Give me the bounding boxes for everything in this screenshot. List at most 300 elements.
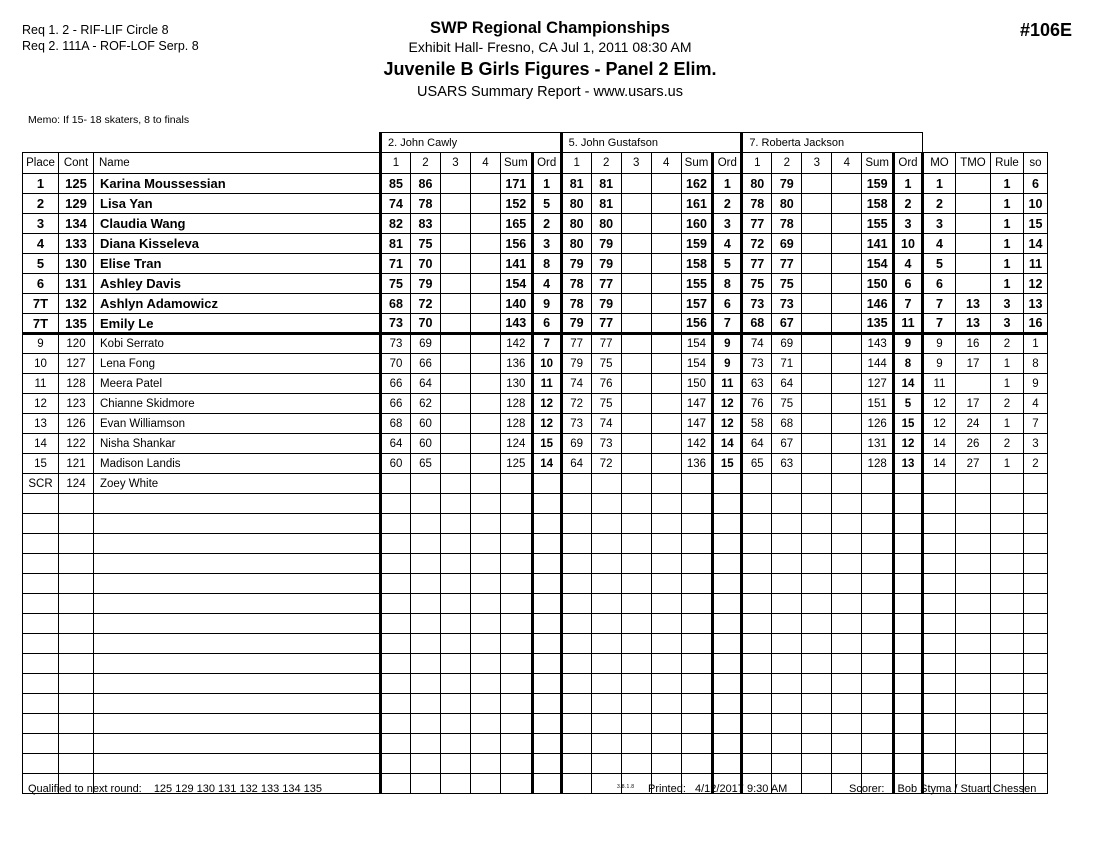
cell-j3-sum: 155 xyxy=(862,214,894,234)
cell-so xyxy=(1023,574,1047,594)
cell-cont: 132 xyxy=(59,294,94,314)
cell-j3-ord: 4 xyxy=(893,254,922,274)
cell-j3-f2 xyxy=(772,694,802,714)
cell-j2-f2: 79 xyxy=(591,254,621,274)
cell-mo xyxy=(922,734,955,754)
cell-j1-f2 xyxy=(411,674,441,694)
cell-j3-sum xyxy=(862,494,894,514)
cell-j3-ord: 13 xyxy=(893,454,922,474)
event-number: #106E xyxy=(1019,20,1072,40)
cell-j3-sum xyxy=(862,594,894,614)
cell-j1-f3 xyxy=(441,474,471,494)
cell-j2-ord xyxy=(713,734,742,754)
cell-j1-f3 xyxy=(441,694,471,714)
table-row xyxy=(23,374,1048,394)
cell-rule xyxy=(990,734,1023,754)
cell-j3-ord: 5 xyxy=(893,394,922,414)
cell-name: Nisha Shankar xyxy=(94,434,381,454)
cell-j2-f4 xyxy=(651,594,681,614)
cell-j1-ord: 2 xyxy=(532,214,561,234)
cell-j1-f4 xyxy=(471,614,501,634)
cell-j3-f4 xyxy=(832,334,862,354)
cell-j1-f2 xyxy=(411,534,441,554)
cell-rule xyxy=(990,594,1023,614)
cell-j2-f2 xyxy=(591,714,621,734)
cell-name: Elise Tran xyxy=(94,254,381,274)
cell-j3-ord xyxy=(893,494,922,514)
cell-j3-f2 xyxy=(772,754,802,774)
cell-j3-f3 xyxy=(802,414,832,434)
cell-cont xyxy=(59,754,94,774)
header-j1-f1: 1 xyxy=(381,153,411,174)
cell-j2-f4 xyxy=(651,194,681,214)
cell-j1-f1: 70 xyxy=(381,354,411,374)
cell-j1-f1: 81 xyxy=(381,234,411,254)
cell-cont: 125 xyxy=(59,174,94,194)
requirement-line-1: Req 1. 2 - RIF-LIF Circle 8 xyxy=(22,23,169,37)
cell-name xyxy=(94,714,381,734)
cell-j1-f2: 75 xyxy=(411,234,441,254)
cell-j3-f1 xyxy=(742,714,772,734)
cell-j1-f3 xyxy=(441,214,471,234)
cell-place xyxy=(23,654,59,674)
cell-j3-ord xyxy=(893,714,922,734)
cell-j3-sum: 154 xyxy=(862,254,894,274)
cell-j2-f2: 77 xyxy=(591,334,621,354)
cell-j3-f2: 73 xyxy=(772,294,802,314)
cell-j3-ord: 9 xyxy=(893,334,922,354)
cell-j3-f3 xyxy=(802,374,832,394)
cell-mo: 3 xyxy=(922,214,955,234)
cell-cont: 131 xyxy=(59,274,94,294)
cell-j2-f2 xyxy=(591,474,621,494)
cell-mo: 1 xyxy=(922,174,955,194)
cell-j2-f3 xyxy=(621,674,651,694)
cell-rule: 1 xyxy=(990,214,1023,234)
cell-j1-ord xyxy=(532,534,561,554)
cell-j2-f3 xyxy=(621,694,651,714)
cell-j1-f1 xyxy=(381,674,411,694)
cell-place: SCR xyxy=(23,474,59,494)
cell-j3-sum: 127 xyxy=(862,374,894,394)
cell-j1-ord xyxy=(532,494,561,514)
cell-j3-f3 xyxy=(802,514,832,534)
cell-so xyxy=(1023,594,1047,614)
cell-so: 7 xyxy=(1023,414,1047,434)
cell-j2-ord: 12 xyxy=(713,394,742,414)
table-row xyxy=(23,234,1048,254)
cell-j3-ord: 1 xyxy=(893,174,922,194)
header-j1-f4: 4 xyxy=(471,153,501,174)
cell-j2-f4 xyxy=(651,434,681,454)
cell-j2-sum: 156 xyxy=(681,314,713,334)
cell-j1-f4 xyxy=(471,714,501,734)
cell-j3-ord: 6 xyxy=(893,274,922,294)
cell-so: 4 xyxy=(1023,394,1047,414)
cell-j1-f2: 78 xyxy=(411,194,441,214)
cell-tmo xyxy=(955,674,990,694)
cell-j3-f3 xyxy=(802,574,832,594)
cell-j2-f3 xyxy=(621,654,651,674)
cell-j1-f4 xyxy=(471,334,501,354)
cell-j1-ord xyxy=(532,634,561,654)
header-j2-sum: Sum xyxy=(681,153,713,174)
cell-name xyxy=(94,594,381,614)
cell-place: 15 xyxy=(23,454,59,474)
cell-j3-f3 xyxy=(802,654,832,674)
cell-j3-ord xyxy=(893,734,922,754)
cell-j2-f3 xyxy=(621,254,651,274)
cell-j1-f2 xyxy=(411,574,441,594)
cell-j2-f3 xyxy=(621,594,651,614)
cell-j3-ord xyxy=(893,474,922,494)
table-row-blank xyxy=(23,654,1048,674)
cell-mo xyxy=(922,554,955,574)
cell-j3-f4 xyxy=(832,374,862,394)
cell-rule: 1 xyxy=(990,194,1023,214)
cell-j1-f1: 66 xyxy=(381,394,411,414)
cell-j2-ord xyxy=(713,574,742,594)
cell-so xyxy=(1023,734,1047,754)
cell-j3-f1 xyxy=(742,654,772,674)
header-j2-f2: 2 xyxy=(591,153,621,174)
cell-j3-f4 xyxy=(832,274,862,294)
cell-j1-f3 xyxy=(441,194,471,214)
cell-j1-f1 xyxy=(381,654,411,674)
cell-j3-f3 xyxy=(802,434,832,454)
cell-cont xyxy=(59,714,94,734)
cell-j3-f1 xyxy=(742,474,772,494)
header-j3-f4: 4 xyxy=(832,153,862,174)
cell-place: 14 xyxy=(23,434,59,454)
cell-j2-f3 xyxy=(621,174,651,194)
cell-mo: 2 xyxy=(922,194,955,214)
cell-j3-f3 xyxy=(802,394,832,414)
cell-j2-f4 xyxy=(651,474,681,494)
cell-j3-f2: 75 xyxy=(772,274,802,294)
cell-j1-sum: 156 xyxy=(501,234,533,254)
cell-j1-ord xyxy=(532,734,561,754)
cell-cont: 130 xyxy=(59,254,94,274)
cell-j3-f2 xyxy=(772,734,802,754)
cell-j2-f3 xyxy=(621,454,651,474)
cell-j1-f4 xyxy=(471,454,501,474)
cell-j3-sum xyxy=(862,694,894,714)
cell-j2-f3 xyxy=(621,374,651,394)
cell-j1-f2 xyxy=(411,754,441,774)
cell-j2-sum: 158 xyxy=(681,254,713,274)
cell-j2-f4 xyxy=(651,714,681,734)
cell-j2-sum: 162 xyxy=(681,174,713,194)
cell-j2-f4 xyxy=(651,554,681,574)
requirement-line-2: Req 2. 111A - ROF-LOF Serp. 8 xyxy=(22,39,199,53)
cell-j2-ord xyxy=(713,694,742,714)
cell-j3-sum: 150 xyxy=(862,274,894,294)
header-place: Place xyxy=(23,153,59,174)
cell-j3-f4 xyxy=(832,754,862,774)
cell-tmo xyxy=(955,214,990,234)
cell-j3-f2 xyxy=(772,634,802,654)
cell-j1-ord: 12 xyxy=(532,394,561,414)
cell-j1-f3 xyxy=(441,174,471,194)
cell-mo xyxy=(922,494,955,514)
cell-j3-f3 xyxy=(802,614,832,634)
cell-j3-ord: 12 xyxy=(893,434,922,454)
cell-rule xyxy=(990,654,1023,674)
cell-j2-sum xyxy=(681,514,713,534)
cell-j1-f4 xyxy=(471,174,501,194)
cell-j3-f4 xyxy=(832,434,862,454)
cell-j3-sum xyxy=(862,634,894,654)
cell-j2-f3 xyxy=(621,234,651,254)
cell-j1-f3 xyxy=(441,734,471,754)
header-cont: Cont xyxy=(59,153,94,174)
table-row xyxy=(23,214,1048,234)
cell-j2-f1 xyxy=(561,734,591,754)
cell-j3-f2: 77 xyxy=(772,254,802,274)
cell-j2-f4 xyxy=(651,274,681,294)
cell-j3-f3 xyxy=(802,174,832,194)
table-row-blank xyxy=(23,554,1048,574)
cell-j3-f2 xyxy=(772,594,802,614)
cell-name xyxy=(94,674,381,694)
cell-j1-f3 xyxy=(441,634,471,654)
cell-j2-f4 xyxy=(651,694,681,714)
header-j3-ord: Ord xyxy=(893,153,922,174)
cell-mo: 6 xyxy=(922,274,955,294)
cell-j1-sum xyxy=(501,474,533,494)
cell-j3-ord: 8 xyxy=(893,354,922,374)
cell-j2-f3 xyxy=(621,354,651,374)
cell-j2-sum xyxy=(681,494,713,514)
cell-j2-ord xyxy=(713,634,742,654)
cell-j2-sum: 147 xyxy=(681,394,713,414)
cell-rule: 1 xyxy=(990,274,1023,294)
cell-j2-f3 xyxy=(621,574,651,594)
cell-place: 7T xyxy=(23,314,59,334)
cell-cont xyxy=(59,694,94,714)
cell-j2-f3 xyxy=(621,534,651,554)
cell-rule xyxy=(990,754,1023,774)
cell-j1-f3 xyxy=(441,354,471,374)
cell-j1-f2: 66 xyxy=(411,354,441,374)
cell-tmo xyxy=(955,234,990,254)
class-title: Juvenile B Girls Figures - Panel 2 Elim. xyxy=(383,59,717,79)
cell-cont: 122 xyxy=(59,434,94,454)
header-j2-ord: Ord xyxy=(713,153,742,174)
cell-name xyxy=(94,734,381,754)
cell-j1-f2: 79 xyxy=(411,274,441,294)
cell-j1-f1 xyxy=(381,514,411,534)
cell-j2-f1 xyxy=(561,714,591,734)
cell-place: 12 xyxy=(23,394,59,414)
cell-j2-f4 xyxy=(651,634,681,654)
cell-j1-f4 xyxy=(471,694,501,714)
cell-j1-f1: 73 xyxy=(381,314,411,334)
cell-so: 10 xyxy=(1023,194,1047,214)
cell-cont: 126 xyxy=(59,414,94,434)
cell-so xyxy=(1023,494,1047,514)
cell-j2-f1 xyxy=(561,494,591,514)
cell-j2-sum: 142 xyxy=(681,434,713,454)
cell-j2-f3 xyxy=(621,434,651,454)
cell-so: 11 xyxy=(1023,254,1047,274)
cell-j3-sum: 128 xyxy=(862,454,894,474)
cell-j2-sum xyxy=(681,574,713,594)
table-row-blank xyxy=(23,674,1048,694)
cell-j3-f1: 72 xyxy=(742,234,772,254)
cell-j3-ord xyxy=(893,574,922,594)
cell-j3-sum: 141 xyxy=(862,234,894,254)
cell-j3-f3 xyxy=(802,454,832,474)
cell-j3-sum xyxy=(862,614,894,634)
cell-j3-f1 xyxy=(742,634,772,654)
cell-j1-f3 xyxy=(441,294,471,314)
cell-j1-sum: 130 xyxy=(501,374,533,394)
cell-tmo xyxy=(955,734,990,754)
cell-j1-f2: 65 xyxy=(411,454,441,474)
cell-j2-sum xyxy=(681,474,713,494)
cell-j3-f1: 64 xyxy=(742,434,772,454)
cell-j1-sum: 140 xyxy=(501,294,533,314)
cell-j2-f4 xyxy=(651,174,681,194)
cell-j2-sum xyxy=(681,714,713,734)
cell-j2-f2 xyxy=(591,634,621,654)
cell-tmo: 17 xyxy=(955,354,990,374)
cell-j2-ord xyxy=(713,534,742,554)
cell-j1-f2: 70 xyxy=(411,254,441,274)
cell-j2-f1 xyxy=(561,514,591,534)
cell-j2-f3 xyxy=(621,474,651,494)
cell-j1-f1: 74 xyxy=(381,194,411,214)
cell-j3-f1: 75 xyxy=(742,274,772,294)
cell-so xyxy=(1023,554,1047,574)
cell-j2-sum xyxy=(681,654,713,674)
cell-j1-ord: 4 xyxy=(532,274,561,294)
cell-j1-sum xyxy=(501,534,533,554)
cell-rule: 1 xyxy=(990,354,1023,374)
cell-j3-ord xyxy=(893,694,922,714)
cell-j3-f2 xyxy=(772,654,802,674)
cell-j2-f4 xyxy=(651,654,681,674)
cell-j1-f4 xyxy=(471,594,501,614)
cell-j3-f1: 77 xyxy=(742,254,772,274)
cell-j2-f2: 81 xyxy=(591,174,621,194)
cell-j2-f1 xyxy=(561,614,591,634)
cell-j3-f3 xyxy=(802,534,832,554)
cell-mo xyxy=(922,514,955,534)
cell-j2-f3 xyxy=(621,514,651,534)
cell-j3-ord xyxy=(893,614,922,634)
cell-place: 10 xyxy=(23,354,59,374)
cell-j2-sum xyxy=(681,534,713,554)
cell-place: 11 xyxy=(23,374,59,394)
scorer-label: Scorer: xyxy=(849,783,885,795)
cell-j2-f4 xyxy=(651,334,681,354)
cell-j1-f2 xyxy=(411,734,441,754)
cell-j1-ord: 11 xyxy=(532,374,561,394)
cell-j1-ord xyxy=(532,594,561,614)
cell-j1-sum xyxy=(501,714,533,734)
cell-tmo: 27 xyxy=(955,454,990,474)
cell-j2-ord xyxy=(713,614,742,634)
cell-rule: 1 xyxy=(990,234,1023,254)
cell-j1-f4 xyxy=(471,214,501,234)
cell-j2-f2 xyxy=(591,534,621,554)
cell-rule: 2 xyxy=(990,434,1023,454)
cell-tmo xyxy=(955,594,990,614)
cell-j1-f1: 66 xyxy=(381,374,411,394)
cell-j1-f2 xyxy=(411,634,441,654)
cell-j3-f1 xyxy=(742,594,772,614)
cell-place xyxy=(23,614,59,634)
cell-mo xyxy=(922,614,955,634)
judge-band-row xyxy=(23,133,1048,153)
cell-mo: 7 xyxy=(922,294,955,314)
cell-name: Evan Williamson xyxy=(94,414,381,434)
cell-tmo: 13 xyxy=(955,314,990,334)
cell-j1-sum: 141 xyxy=(501,254,533,274)
cell-j3-sum xyxy=(862,754,894,774)
cell-tmo xyxy=(955,654,990,674)
table-row xyxy=(23,194,1048,214)
cell-j1-f1: 68 xyxy=(381,414,411,434)
cell-j2-ord xyxy=(713,714,742,734)
cell-j3-f3 xyxy=(802,274,832,294)
cell-j3-f1 xyxy=(742,494,772,514)
cell-j2-f2 xyxy=(591,674,621,694)
cell-j1-f1 xyxy=(381,614,411,634)
cell-j3-f2 xyxy=(772,554,802,574)
cell-tmo xyxy=(955,194,990,214)
cell-j3-f3 xyxy=(802,194,832,214)
header-j2-f4: 4 xyxy=(651,153,681,174)
cell-j3-sum: 159 xyxy=(862,174,894,194)
cell-j1-f1: 85 xyxy=(381,174,411,194)
cell-j1-f4 xyxy=(471,314,501,334)
cell-place xyxy=(23,554,59,574)
cell-cont xyxy=(59,614,94,634)
cell-j3-f4 xyxy=(832,694,862,714)
header-j1-f2: 2 xyxy=(411,153,441,174)
table-row-blank xyxy=(23,574,1048,594)
cell-j1-f3 xyxy=(441,574,471,594)
cell-j3-ord: 7 xyxy=(893,294,922,314)
cell-j1-f4 xyxy=(471,754,501,774)
cell-j2-f1: 64 xyxy=(561,454,591,474)
cell-j3-f2 xyxy=(772,474,802,494)
cell-j2-ord: 7 xyxy=(713,314,742,334)
cell-j1-ord: 7 xyxy=(532,334,561,354)
cell-cont: 133 xyxy=(59,234,94,254)
cell-cont xyxy=(59,634,94,654)
table-row xyxy=(23,174,1048,194)
cell-j3-sum xyxy=(862,654,894,674)
cell-j1-ord xyxy=(532,474,561,494)
cell-j3-sum xyxy=(862,514,894,534)
cell-j3-sum: 158 xyxy=(862,194,894,214)
cell-place: 3 xyxy=(23,214,59,234)
cell-j3-f4 xyxy=(832,354,862,374)
cell-j2-sum xyxy=(681,634,713,654)
cell-j1-sum: 171 xyxy=(501,174,533,194)
cell-j1-f4 xyxy=(471,474,501,494)
cell-j2-f2 xyxy=(591,754,621,774)
cell-j3-sum: 135 xyxy=(862,314,894,334)
cell-j1-f4 xyxy=(471,394,501,414)
cell-j1-sum: 124 xyxy=(501,434,533,454)
cell-j3-f1 xyxy=(742,534,772,554)
